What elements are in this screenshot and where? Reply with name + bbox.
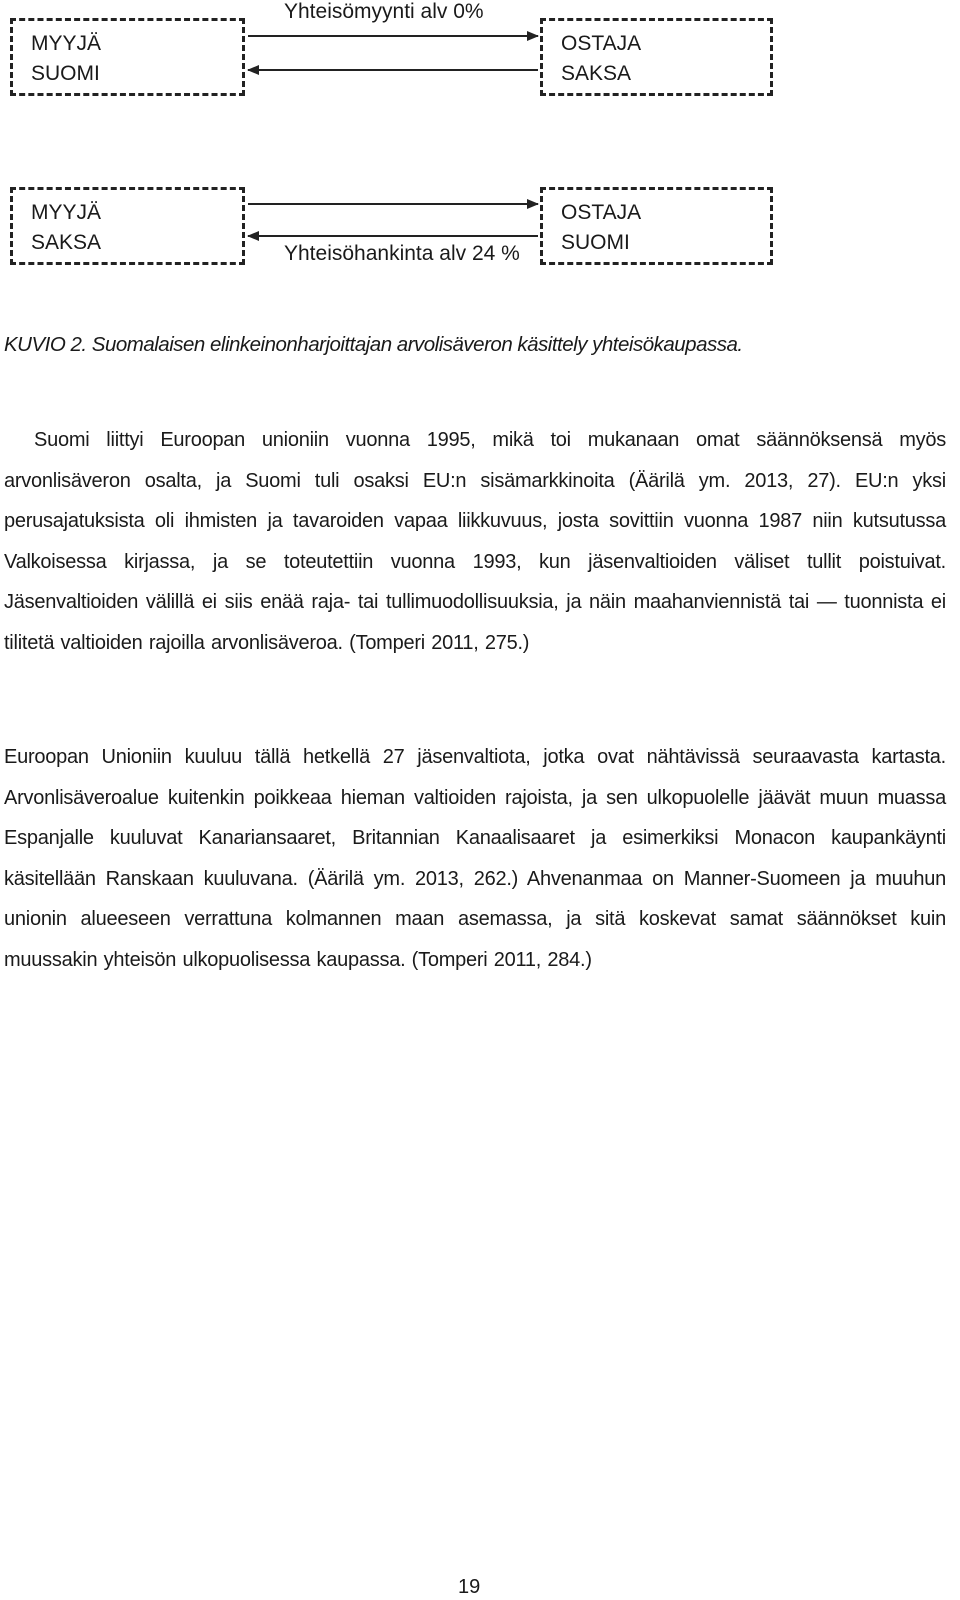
seller-bottom-line1: MYYJÄ (31, 201, 102, 224)
paragraph-2: Euroopan Unioniin kuuluu tällä hetkellä 27 jäsenvaltiota, jotka ovat nähtävissä seuraavasta kartasta. Arvonlisäveroalue kuitenkin poikkeaa hieman valtioiden rajoista, ja sen ulkopuolelle jäävät muun muassa Espanjalle kuuluvat Kanariansaaret, Britannian Kanaalisaaret ja esimerkiksi Monacon kaupankäynti käsitellään Ranskaan kuuluvana. (Äärilä ym. 2013, 262.) Ahvenanmaa on Manner-Suomeen ja muuhun unionin alueeseen verrattuna kolmannen maan asemassa, ja sitä koskevat samat säännökset kuin muussakin yhteisön ulkopuolisessa kaupassa. (Tomperi 2011, 284.) (4, 746, 946, 971)
figure-caption: KUVIO 2. Suomalaisen elinkeinonharjoittajan arvolisäveron käsittely yhteisökaupassa. (4, 333, 743, 356)
flow-label-top: Yhteisömyynti alv 0% (284, 0, 484, 23)
buyer-bottom-line2: SUOMI (561, 231, 630, 254)
page-number: 19 (458, 1576, 481, 1598)
paragraph-1: Suomi liittyi Euroopan unioniin vuonna 1995, mikä toi mukanaan omat säännöksensä myös arvonlisäveron osalta, ja Suomi tuli osaksi EU:n sisämarkkinoita (Äärilä ym. 2013, 27). EU:n yksi perusajatuksista oli ihmisten ja tavaroiden vapaa liikkuvuus, josta sovittiin vuonna 1987 niin kutsutussa Valkoisessa kirjassa, ja se toteutettiin vuonna 1993, kun jäsenvaltioiden väliset tullit poistuivat. Jäsenvaltioiden välillä ei siis enää raja- tai tullimuodollisuuksia, ja näin maahanviennistä tai — tuonnista ei tilitetä valtioiden rajoilla arvonlisäveroa. (Tomperi 2011, 275.) (4, 429, 946, 654)
buyer-top-line2: SAKSA (561, 62, 632, 85)
buyer-bottom-line1: OSTAJA (561, 201, 642, 224)
seller-top-line1: MYYJÄ (31, 32, 102, 55)
buyer-top-line1: OSTAJA (561, 32, 642, 55)
seller-top-line2: SUOMI (31, 62, 100, 85)
seller-bottom-line2: SAKSA (31, 231, 102, 254)
flow-arrows (0, 0, 960, 300)
flow-label-bottom: Yhteisöhankinta alv 24 % (284, 242, 520, 265)
